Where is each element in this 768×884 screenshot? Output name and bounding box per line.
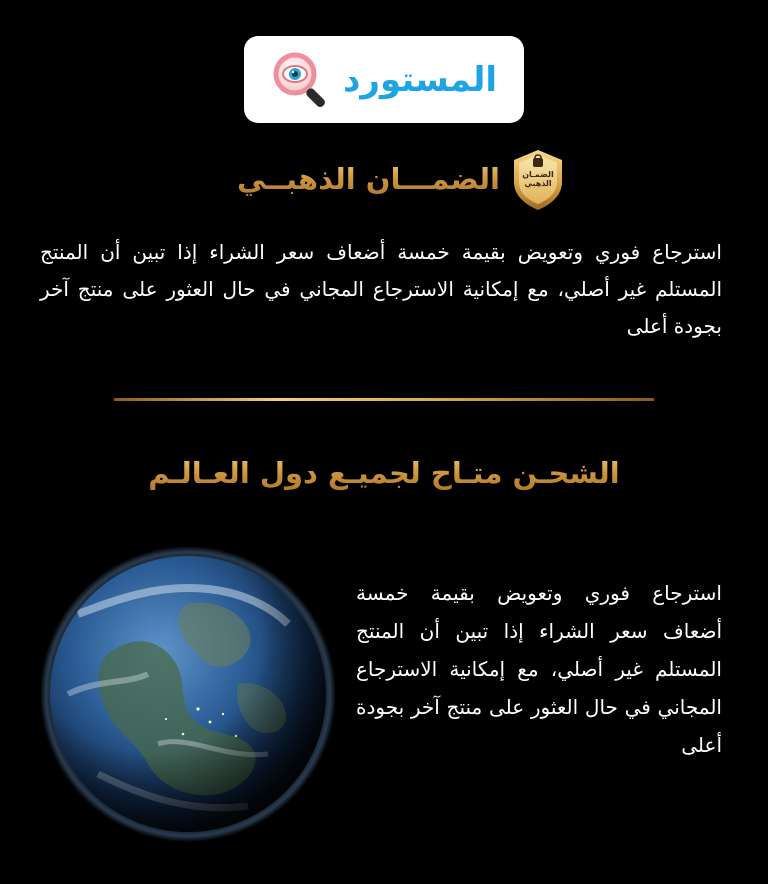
brand-logo-card <box>244 36 524 123</box>
gold-divider <box>114 398 654 401</box>
guarantee-description: استرجاع فوري وتعويض بقيمة خمسة أضعاف سعر الشراء إذا تبين أن المنتج المستلم غير أصلي، مع إمكانية الاسترجاع المجاني في حال العثور على منتج آخر بجودة أعلى <box>40 240 722 338</box>
gold-shield-badge-icon <box>510 148 566 212</box>
badge-line-2: الذهبي <box>524 179 552 188</box>
earth-globe-icon <box>38 544 338 844</box>
golden-guarantee-header <box>0 148 768 218</box>
brand-name: المستورد <box>342 59 498 100</box>
worldwide-shipping-title: الشحـن متـاح لجميـع دول العـالـم <box>0 450 768 496</box>
magnifier-eye-icon <box>271 50 335 110</box>
badge-line-1: الضمـان <box>522 170 554 179</box>
golden-guarantee-title: الضمـــان الذهبــي <box>190 156 500 202</box>
shipping-description: استرجاع فوري وتعويض بقيمة خمسة أضعاف سعر الشراء إذا تبين أن المنتج المستلم غير أصلي، مع إمكانية الاسترجاع المجاني في حال العثور على منتج آخر بجودة أعلى <box>356 581 722 757</box>
